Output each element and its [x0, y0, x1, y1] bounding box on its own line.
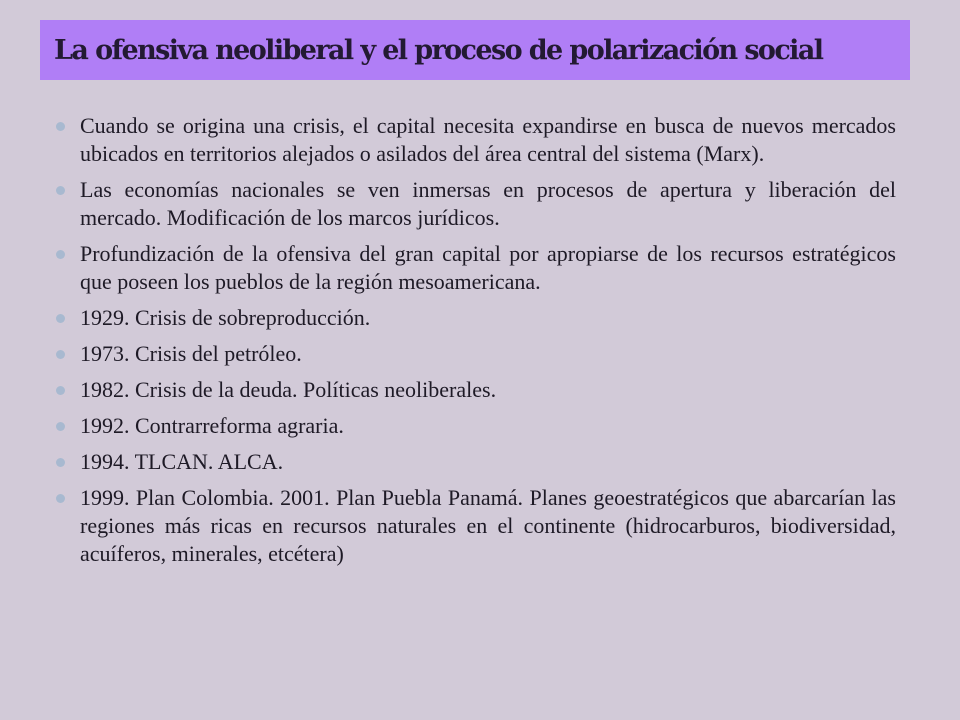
- bullet-text: 1999. Plan Colombia. 2001. Plan Puebla Panamá. Planes geoestratégicos que abarcarían las regiones más ricas en recursos naturales en el continente (hidrocarburos, biodiversidad, acuíferos, minerales, etcétera): [80, 485, 896, 566]
- bullet-dot-icon: [56, 314, 65, 323]
- bullet-item: [52, 412, 896, 440]
- bullet-text: 1973. Crisis del petróleo.: [80, 341, 302, 366]
- bullet-text: 1994. TLCAN. ALCA.: [80, 449, 284, 474]
- bullet-dot-icon: [56, 458, 65, 467]
- bullet-text: Profundización de la ofensiva del gran capital por apropiarse de los recursos estratégicos que poseen los pueblos de la región mesoamericana.: [80, 241, 896, 294]
- bullet-text: Las economías nacionales se ven inmersas en procesos de apertura y liberación del mercado. Modificación de los marcos jurídicos.: [80, 177, 896, 230]
- bullet-dot-icon: [56, 122, 65, 131]
- bullet-item: [52, 376, 896, 404]
- bullet-text: 1992. Contrarreforma agraria.: [80, 413, 344, 438]
- bullet-dot-icon: [56, 386, 65, 395]
- bullet-item: [52, 448, 896, 476]
- bullet-item: [52, 176, 896, 232]
- bullet-dot-icon: [56, 186, 65, 195]
- bullet-text: Cuando se origina una crisis, el capital necesita expandirse en busca de nuevos mercados ubicados en territorios alejados o asilados del área central del sistema (Marx).: [80, 113, 896, 166]
- bullet-dot-icon: [56, 250, 65, 259]
- bullet-text: 1929. Crisis de sobreproducción.: [80, 305, 371, 330]
- bullet-list: [52, 112, 896, 576]
- bullet-text: 1982. Crisis de la deuda. Políticas neoliberales.: [80, 377, 497, 402]
- bullet-dot-icon: [56, 422, 65, 431]
- bullet-item: [52, 304, 896, 332]
- bullet-item: [52, 112, 896, 168]
- bullet-dot-icon: [56, 494, 65, 503]
- slide-title: La ofensiva neoliberal y el proceso de polarización social: [54, 34, 823, 66]
- bullet-item: [52, 484, 896, 568]
- bullet-item: [52, 340, 896, 368]
- slide-title-bar: [40, 20, 910, 80]
- bullet-dot-icon: [56, 350, 65, 359]
- bullet-item: [52, 240, 896, 296]
